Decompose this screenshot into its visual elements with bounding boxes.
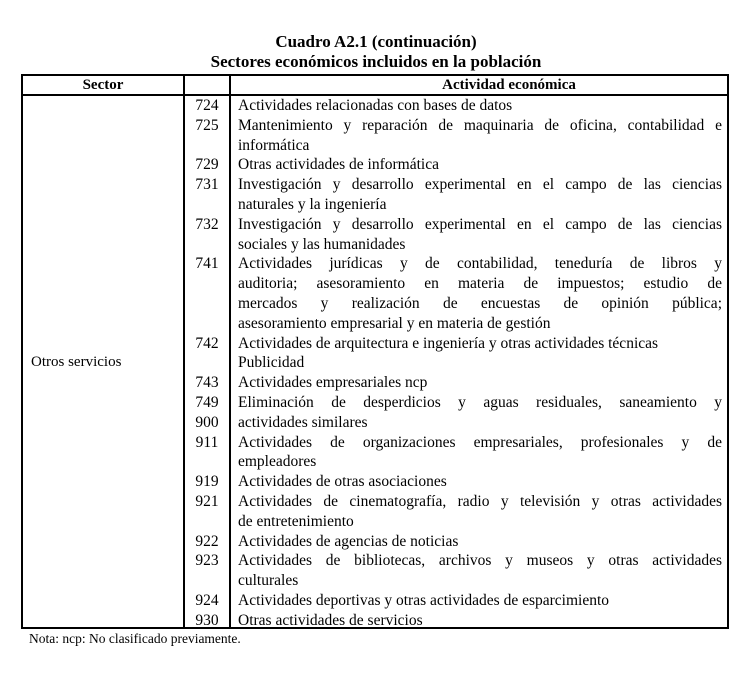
table-row [23,611,727,631]
table-row [23,96,727,116]
table-title: Cuadro A2.1 (continuación) [275,32,477,51]
table-row [23,195,727,215]
table-row [23,274,727,294]
table-row [23,591,727,611]
activity-code: 725 [195,116,219,134]
table-row [23,472,727,492]
table-subtitle: Sectores económicos incluidos en la población [210,52,542,71]
activity-text: Otras actividades de servicios [238,611,423,629]
activity-code: 732 [195,215,219,233]
sectors-table [21,74,729,629]
header-sector: Sector [82,77,124,93]
table-row [23,353,727,373]
activity-code: 930 [195,611,219,629]
activity-text: Actividades de agencias de noticias [238,532,459,550]
table-row [23,413,727,433]
activity-text: Eliminación de desperdicios y aguas residuales, saneamiento y [238,393,722,411]
table-row [23,512,727,532]
activity-code: 741 [195,255,219,273]
table-row [23,452,727,472]
header-activity: Actividad económica [442,77,576,93]
table-note: Nota: ncp: No clasificado previamente. [29,631,241,646]
table-row [23,215,727,235]
table-row [23,334,727,354]
activity-text: de entretenimiento [238,512,354,530]
table-row [23,492,727,512]
activity-text: Actividades de bibliotecas, archivos y museos y otras actividades [238,552,722,570]
activity-code: 900 [195,413,219,431]
table-row [23,136,727,156]
activity-text: Actividades de arquitectura e ingeniería y otras actividades técnicas [238,334,659,352]
activity-list [23,96,727,631]
activity-code: 919 [195,473,219,491]
table-row [23,254,727,274]
table-row [23,116,727,136]
activity-code: 749 [195,393,219,411]
activity-text: Actividades deportivas y otras actividades de esparcimiento [238,591,610,609]
table-row [23,433,727,453]
activity-text: Investigación y desarrollo experimental en el campo de las ciencias [238,215,722,233]
activity-code: 729 [195,156,219,174]
table-row [23,393,727,413]
activity-text: culturales [238,572,299,590]
activity-text: Publicidad [238,354,305,372]
activity-text: informática [238,136,310,154]
activity-code: 724 [195,97,219,114]
table-row [23,314,727,334]
activity-code: 923 [195,552,219,570]
activity-text: Investigación y desarrollo experimental en el campo de las ciencias [238,176,722,194]
activity-text: Otras actividades de informática [238,156,439,174]
activity-text: mercados y realización de encuestas de opinión pública; [238,294,722,312]
table-row [23,532,727,552]
activity-code: 743 [195,374,219,392]
activity-code: 731 [195,176,219,194]
activity-code: 922 [195,532,219,550]
table-row [23,175,727,195]
activity-text: Actividades relacionadas con bases de datos [238,97,513,114]
table-row [23,155,727,175]
activity-text: Actividades de otras asociaciones [238,473,447,491]
activity-code: 742 [195,334,219,352]
table-row [23,235,727,255]
activity-text: asesoramiento empresarial y en materia de gestión [238,314,551,332]
activity-text: Mantenimiento y reparación de maquinaria de oficina, contabilidad e [238,116,722,134]
activity-text: Actividades empresariales ncp [238,374,428,392]
activity-text: empleadores [238,453,317,471]
sector-cell: Otros servicios [31,354,122,370]
header-code [185,76,229,94]
table-row [23,551,727,571]
activity-text: actividades similares [238,413,368,431]
activity-code: 911 [195,433,219,451]
table-row [23,571,727,591]
activity-text: sociales y las humanidades [238,235,406,253]
table-row [23,294,727,314]
activity-code: 924 [195,591,219,609]
activity-text: Actividades de organizaciones empresariales, profesionales y de [238,433,722,451]
activity-code: 921 [195,492,219,510]
activity-text: Actividades de cinematografía, radio y televisión y otras actividades [238,492,722,510]
activity-text: auditoria; asesoramiento en materia de impuestos; estudio de [238,275,722,293]
table-row [23,373,727,393]
activity-text: naturales y la ingeniería [238,195,387,213]
activity-text: Actividades jurídicas y de contabilidad, teneduría de libros y [238,255,722,273]
